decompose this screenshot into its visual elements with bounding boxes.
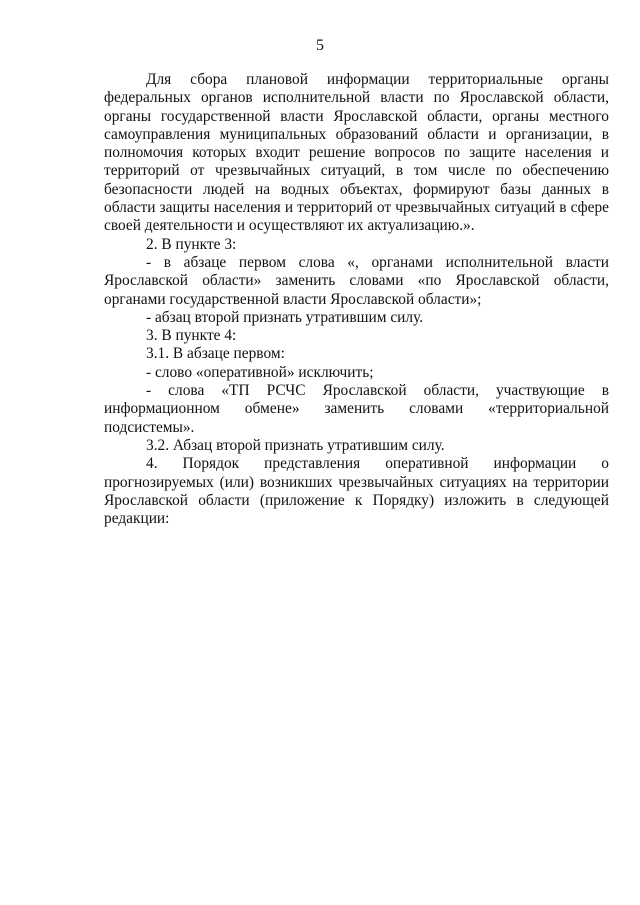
paragraph-item-3-2: 3.2. Абзац второй признать утратившим силу.: [146, 436, 445, 454]
paragraph-database-formation: Для сбора плановой информации территориальные органы федеральных органов исполнительной власти по Ярославской области, органы государственной власти Ярославской области, органы местного самоуправления муниципальных образований области и организации, в полномочия которых входит решение вопросов по защите населения и территорий от чрезвычайных ситуаций, в том числе по обеспечению безопасности людей на водных объектах, формируют базы данных в области защиты населения и территорий от чрезвычайных ситуаций в сфере своей деятельности и осуществляют их актуализацию.».: [104, 71, 609, 235]
paragraph-item-2-first-change: - в абзаце первом слова «, органами исполнительной власти Ярославской области» заменить словами «по Ярославской области, органами государственной власти Ярославской области»;: [104, 253, 609, 308]
paragraph-item-3-heading: 3. В пункте 4:: [146, 327, 237, 345]
paragraph-item-2-second-change: - абзац второй признать утратившим силу.: [146, 308, 424, 326]
page-number: 5: [316, 37, 324, 54]
paragraph-item-3-1-second-change: - слова «ТП РСЧС Ярославской области, участвующие в информационном обмене» заменить словами «территориальной подсистемы».: [104, 382, 609, 436]
document-body: [104, 71, 609, 528]
paragraph-item-3-1-first-change: - слово «оперативной» исключить;: [146, 363, 374, 381]
paragraph-item-3-1-heading: 3.1. В абзаце первом:: [146, 345, 285, 363]
paragraph-item-4: 4. Порядок представления оперативной информации о прогнозируемых (или) возникших чрезвычайных ситуациях на территории Ярославской области (приложение к Порядку) изложить в следующей редакции:: [104, 455, 609, 528]
paragraph-item-2-heading: 2. В пункте 3:: [146, 235, 237, 253]
